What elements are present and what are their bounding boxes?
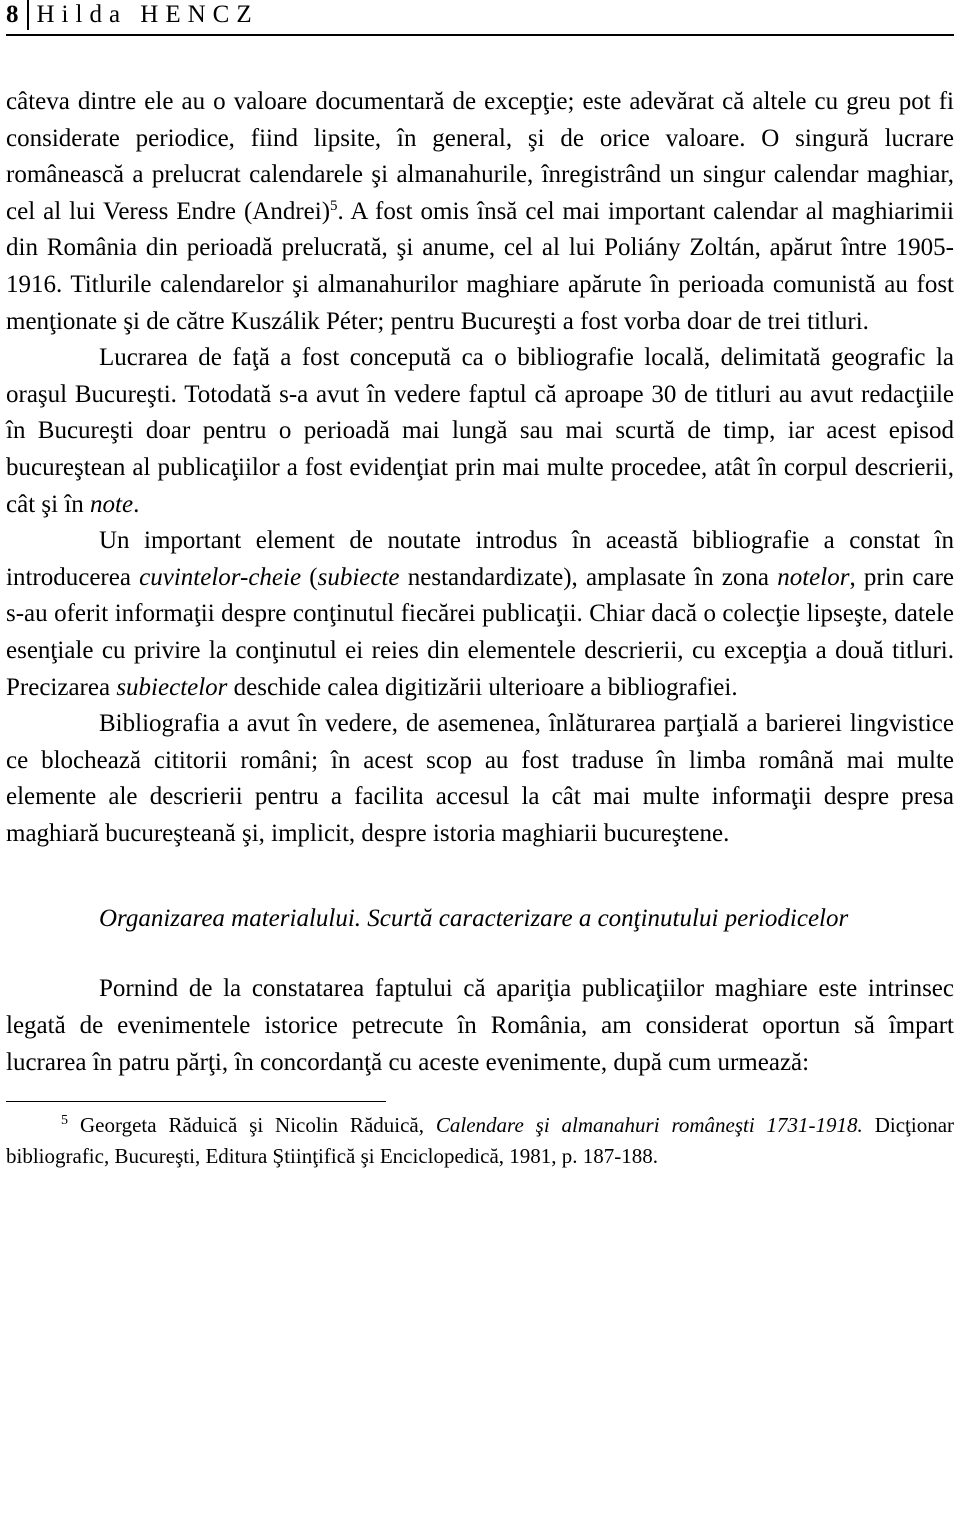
- paragraph-5: Pornind de la constatarea faptului că apariţia publicaţiilor maghiare este intrinsec legată de evenimentele istorice petrecute în România, am considerat oportun să împart lucrarea în patru părţi, în concordanţă cu aceste evenimente, după cum urmează:: [6, 975, 954, 1076]
- body-text: [6, 84, 954, 852]
- running-head: Hilda HENCZ: [36, 1, 259, 28]
- page-header: [6, 0, 954, 34]
- header-separator: [27, 0, 29, 30]
- document-page: [6, 0, 954, 1171]
- footnote-ref: 5: [330, 197, 338, 214]
- page-number: 8: [6, 1, 19, 28]
- footnote: 5 Georgeta Răduică şi Nicolin Răduică, Calendare şi almanahuri româneşti 1731-1918. Dicţionar bibliografic, Bucureşti, Editura Ştiinţifică şi Enciclopedică, 1981, p. 187-188.: [6, 1113, 955, 1168]
- footnote-rule: [6, 1101, 386, 1102]
- header-rule: [6, 34, 954, 36]
- paragraph-4: Bibliografia a avut în vedere, de asemenea, înlăturarea parţială a barierei lingvistice ce blochează cititorii români; în acest scop au fost traduse în limba română mai multe elemente ale descrierii pentru a facilita accesul la cât mai multe informaţii despre presa maghiară bucureşteană şi, implicit, despre istoria maghiarii bucureştene.: [6, 710, 954, 847]
- body-text-2: [6, 971, 954, 1081]
- paragraph-2: Lucrarea de faţă a fost concepută ca o bibliografie locală, delimitată geografic la oraşul Bucureşti. Totodată s-a avut în vedere faptul că aproape 30 de titluri au avut redacţiile în Bucureşti doar pentru o perioadă mai lungă sau mai scurtă de timp, iar acest episod bucureştean al publicaţiilor a fost evidenţiat prin mai multe procedee, atât în corpul descrierii, cât şi în note.: [6, 344, 954, 518]
- paragraph-3: Un important element de noutate introdus în această bibliografie a constat în introducerea cuvintelor-cheie (subiecte nestandardizate), amplasate în zona notelor, prin care s-au oferit informaţii despre conţinutul fiecărei publicaţii. Chiar dacă o colecţie lipseşte, datele esenţiale cu privire la conţinutul ei reies din elementele descrierii, cu excepţia a două titluri. Precizarea subiectelor deschide calea digitizării ulterioare a bibliografiei.: [6, 527, 954, 701]
- section-title: Organizarea materialului. Scurtă caracterizare a conţinutului periodicelor: [99, 905, 849, 933]
- paragraph-1: câteva dintre ele au o valoare documentară de excepţie; este adevărat că altele cu greu pot fi considerate periodice, fiind lipsite, în general, şi de orice valoare. O singură lucrare românească a prelucrat calendarele şi almanahurile, înregistrând un singur calendar maghiar, cel al lui Veress Endre (Andrei)$^5$. A fost omis însă cel mai important calendar al maghiarimii din România din perioadă prelucrată, şi anume, cel al lui Poliány Zoltán, apărut între 1905-1916. Titlurile calendarelor şi almanahurilor maghiare apărute în perioada comunistă au fost menţionate şi de către Kuszálik Péter; pentru Bucureşti a fost vorba doar de trei titluri.: [6, 88, 954, 335]
